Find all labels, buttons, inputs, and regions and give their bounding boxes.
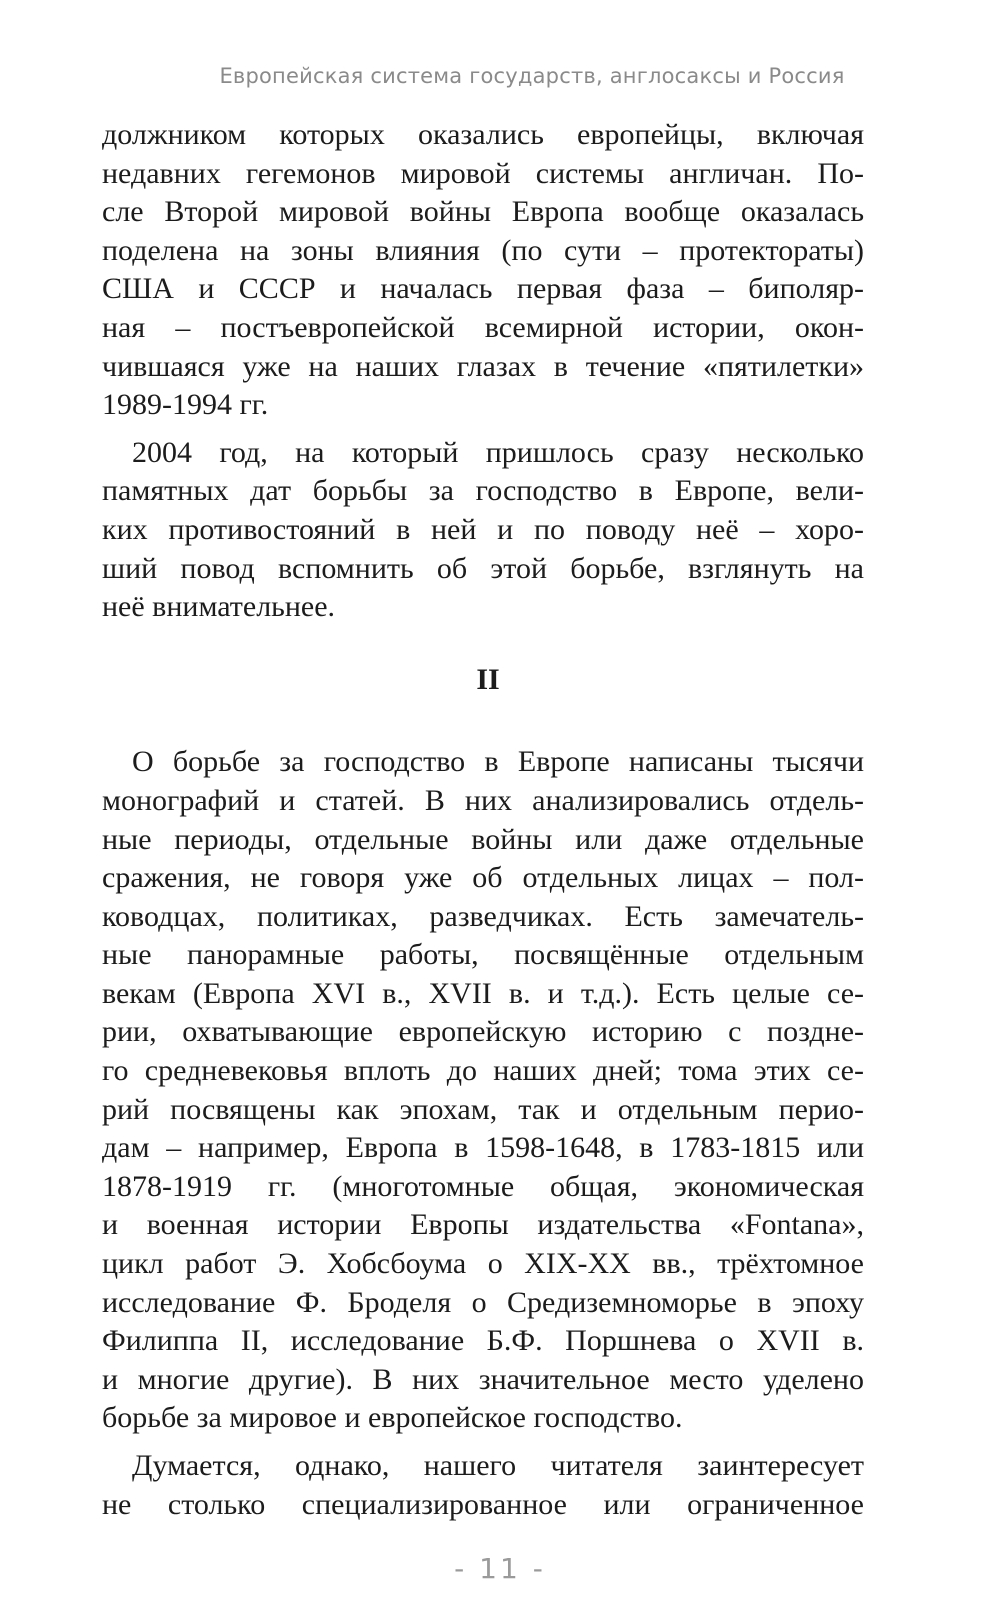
text-line: дам – например, Европа в 1598-1648, в 1783-1815 или xyxy=(102,1131,864,1165)
text-line: поделена на зоны влияния (по сути – протектораты) xyxy=(102,233,864,267)
text-line: США и СССР и началась первая фаза – биполяр- xyxy=(102,272,864,306)
text-line: 1989-1994 гг. xyxy=(102,388,269,422)
paragraph xyxy=(102,1447,864,1524)
paragraph-gap xyxy=(102,1438,864,1447)
paragraph xyxy=(102,434,864,627)
text-line: векам (Европа XVI в., XVII в. и т.д.). Есть целые се- xyxy=(102,976,864,1010)
body-text xyxy=(102,116,864,1524)
text-line: должником которых оказались европейцы, включая xyxy=(102,118,864,151)
text-line: го средневековья вплоть до наших дней; тома этих се- xyxy=(102,1054,864,1088)
text-line: цикл работ Э. Хобсбоума о XIX-XX вв., трёхтомное xyxy=(102,1247,864,1281)
text-line: и военная истории Европы издательства «Fontana», xyxy=(102,1208,864,1242)
text-line: не столько специализированное или ограниченное xyxy=(102,1487,864,1521)
text-line: исследование Ф. Броделя о Средиземноморье в эпоху xyxy=(102,1285,864,1319)
text-line: ший повод вспомнить об этой борьбе, взглянуть на xyxy=(102,551,864,585)
paragraph xyxy=(102,743,864,1438)
text-line: ких противостояний в ней и по поводу неё – хоро- xyxy=(102,512,864,546)
text-line: ководцах, политиках, разведчиках. Есть замечатель- xyxy=(102,899,864,933)
paragraph-gap xyxy=(102,425,864,434)
text-line: монографий и статей. В них анализировались отдель- xyxy=(102,783,864,817)
text-line: ные периоды, отдельные войны или даже отдельные xyxy=(102,822,864,856)
text-line: 2004 год, на который пришлось сразу несколько xyxy=(132,435,864,469)
text-line: Думается, однако, нашего читателя заинтересует xyxy=(132,1449,864,1482)
text-line: ная – постъевропейской всемирной истории, окон- xyxy=(102,310,864,344)
text-line: сле Второй мировой войны Европа вообще оказалась xyxy=(102,195,864,229)
text-line: и многие другие). В них значительное место уделено xyxy=(102,1362,864,1396)
text-line: чившаяся уже на наших глазах в течение «пятилетки» xyxy=(102,349,864,383)
page-number: - 11 - xyxy=(454,1552,546,1585)
paragraph xyxy=(102,116,864,425)
text-line: рии, охватывающие европейскую историю с поздне- xyxy=(102,1015,864,1049)
text-line: неё внимательнее. xyxy=(102,590,336,624)
text-line: сражения, не говоря уже об отдельных лицах – пол- xyxy=(102,861,864,895)
text-line: памятных дат борьбы за господство в Европе, вели- xyxy=(102,474,864,508)
section-heading: II xyxy=(476,662,500,696)
text-line: Филиппа II, исследование Б.Ф. Поршнева о XVII в. xyxy=(102,1324,864,1358)
text-line: 1878-1919 гг. (многотомные общая, экономическая xyxy=(102,1169,864,1203)
text-line: ные панорамные работы, посвящённые отдельным xyxy=(102,938,864,972)
text-line: недавних гегемонов мировой системы англичан. По- xyxy=(102,156,864,190)
text-line: рий посвящены как эпохам, так и отдельным перио- xyxy=(102,1092,864,1126)
text-line: О борьбе за господство в Европе написаны тысячи xyxy=(132,745,864,779)
text-line: борьбе за мировое и европейское господство. xyxy=(102,1401,683,1435)
running-head: Европейская система государств, англосаксы и Россия xyxy=(219,64,845,88)
